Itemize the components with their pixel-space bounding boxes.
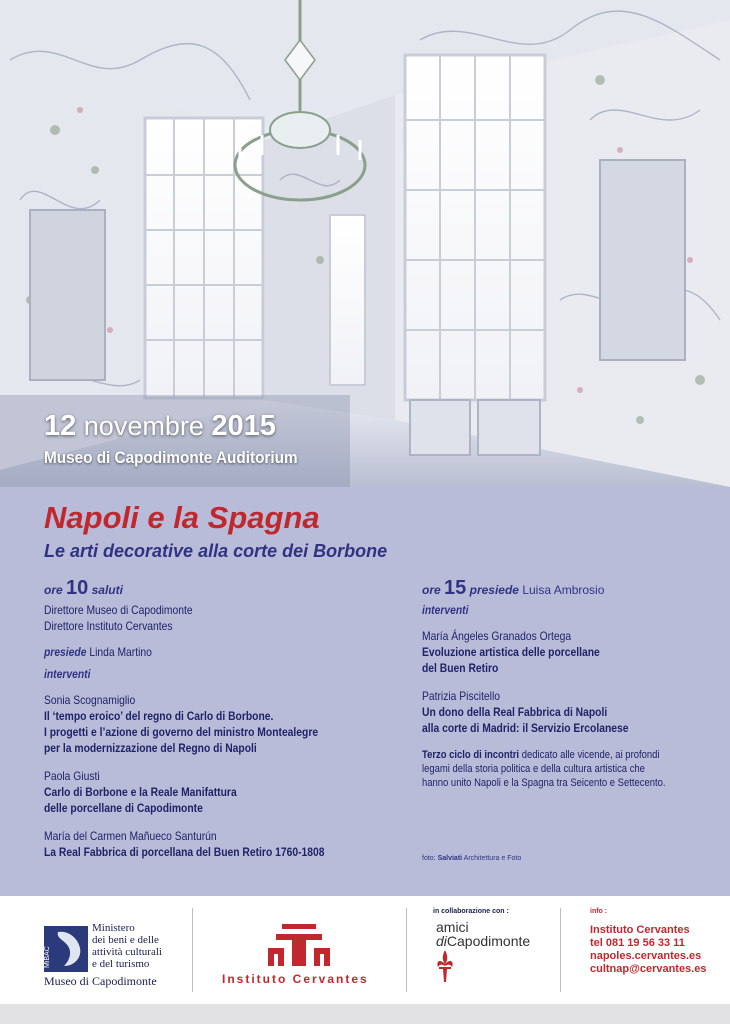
talk-title-line: Un dono della Real Fabbrica di Napoli xyxy=(422,705,608,719)
date-year: 2015 xyxy=(211,410,276,442)
speaker-name: Patrizia Piscitello xyxy=(422,689,501,703)
talk-title-line: Evoluzione artistica delle porcellane xyxy=(422,645,600,659)
info-email[interactable]: cultnap@cervantes.es xyxy=(590,963,707,975)
talk-title-line: del Buen Retiro xyxy=(422,661,499,675)
collaboration-label: in collaborazione con : xyxy=(433,908,509,915)
date-month: novembre xyxy=(83,411,204,441)
hero-photo xyxy=(0,0,730,487)
amici-capodimonte: Capodimonte xyxy=(446,933,531,949)
talk-title-line: alla corte di Madrid: il Servizio Ercolanese xyxy=(422,721,629,735)
amici-logo-text xyxy=(436,920,530,948)
saluti-label: saluti xyxy=(91,583,123,597)
fleur-de-lis-icon xyxy=(436,950,454,984)
afternoon-program xyxy=(422,577,712,790)
morning-program xyxy=(44,577,404,860)
presiede-name: Luisa Ambrosio xyxy=(522,583,605,597)
mibac-line: Ministero xyxy=(92,922,135,934)
mibac-badge-text: MiBAC xyxy=(44,946,51,968)
contact-info xyxy=(590,924,707,976)
speaker-name: María del Carmen Mañueco Santurún xyxy=(44,829,217,843)
morning-time xyxy=(44,577,404,599)
cervantes-logo-icon xyxy=(268,924,330,966)
amici-di: di xyxy=(436,933,447,949)
speaker-name: María Ángeles Granados Ortega xyxy=(422,629,572,643)
info-website[interactable]: napoles.cervantes.es xyxy=(590,950,702,962)
ore-number: 10 xyxy=(66,577,89,599)
presiede-label: presiede xyxy=(469,583,519,597)
talk-title-line: per la modernizzazione del Regno di Napoli xyxy=(44,741,257,755)
mibac-line: e del turismo xyxy=(92,958,150,970)
divider xyxy=(192,908,193,992)
presiede-name: Linda Martino xyxy=(89,645,152,659)
speaker-name: Sonia Scognamiglio xyxy=(44,693,136,707)
morning-chair xyxy=(44,644,354,660)
mibac-museum-name: Museo di Capodimonte xyxy=(44,974,157,988)
amici-line: amici xyxy=(436,919,469,935)
bottom-bar xyxy=(0,1004,730,1024)
interventi-label: interventi xyxy=(422,603,469,617)
credit-rest: Architettura e Foto xyxy=(463,855,522,862)
greeter-1: Direttore Museo di Capodimonte xyxy=(44,603,193,617)
mibac-line: dei beni e delle xyxy=(92,934,159,946)
event-subtitle: Le arti decorative alla corte dei Borbone xyxy=(44,541,388,561)
divider xyxy=(406,908,407,992)
afternoon-time xyxy=(422,577,712,599)
cycle-note-line: hanno unito Napoli e la Spagna tra Seicento e Settecento. xyxy=(422,777,666,789)
sponsor-footer xyxy=(0,896,730,1024)
mibac-ministry-text xyxy=(92,922,162,970)
ore-label: ore xyxy=(422,583,441,597)
talk-title-line: Carlo di Borbone e la Reale Manifattura xyxy=(44,785,237,799)
talk-title-line: La Real Fabbrica di porcellana del Buen Retiro 1760-1808 xyxy=(44,845,325,859)
interventi-label: interventi xyxy=(44,667,91,681)
cycle-note xyxy=(422,748,671,762)
talk-title-line: Il ‘tempo eroico’ del regno di Carlo di Borbone. xyxy=(44,709,274,723)
photo-credit xyxy=(422,855,521,862)
info-line: tel 081 19 56 33 11 xyxy=(590,937,685,949)
event-date xyxy=(44,409,276,443)
event-title: Napoli e la Spagna xyxy=(44,500,320,535)
info-line: Instituto Cervantes xyxy=(590,924,690,936)
cycle-note-line: dedicato alle vicende, ai profondi xyxy=(519,749,660,761)
presiede-label: presiede xyxy=(44,645,87,659)
credit-label: foto: xyxy=(422,855,436,862)
date-day: 12 xyxy=(44,410,77,442)
event-venue: Museo di Capodimonte Auditorium xyxy=(44,448,298,467)
cervantes-name: Instituto Cervantes xyxy=(222,972,369,986)
divider xyxy=(560,908,561,992)
mibac-logo-icon xyxy=(44,926,88,972)
talk-title-line: I progetti e l’azione di governo del ministro Montealegre xyxy=(44,725,319,739)
cycle-note-bold: Terzo ciclo di incontri xyxy=(422,749,520,761)
ore-number: 15 xyxy=(444,577,467,599)
cycle-note-line: legami della storia politica e della cultura artistica che xyxy=(422,763,645,775)
credit-bold: Salviati xyxy=(437,855,463,862)
mibac-line: attività culturali xyxy=(92,946,162,958)
speaker-name: Paola Giusti xyxy=(44,769,100,783)
ore-label: ore xyxy=(44,583,63,597)
greeter-2: Direttore Instituto Cervantes xyxy=(44,619,173,633)
talk-title-line: delle porcellane di Capodimonte xyxy=(44,801,203,815)
info-label: info : xyxy=(590,908,608,915)
